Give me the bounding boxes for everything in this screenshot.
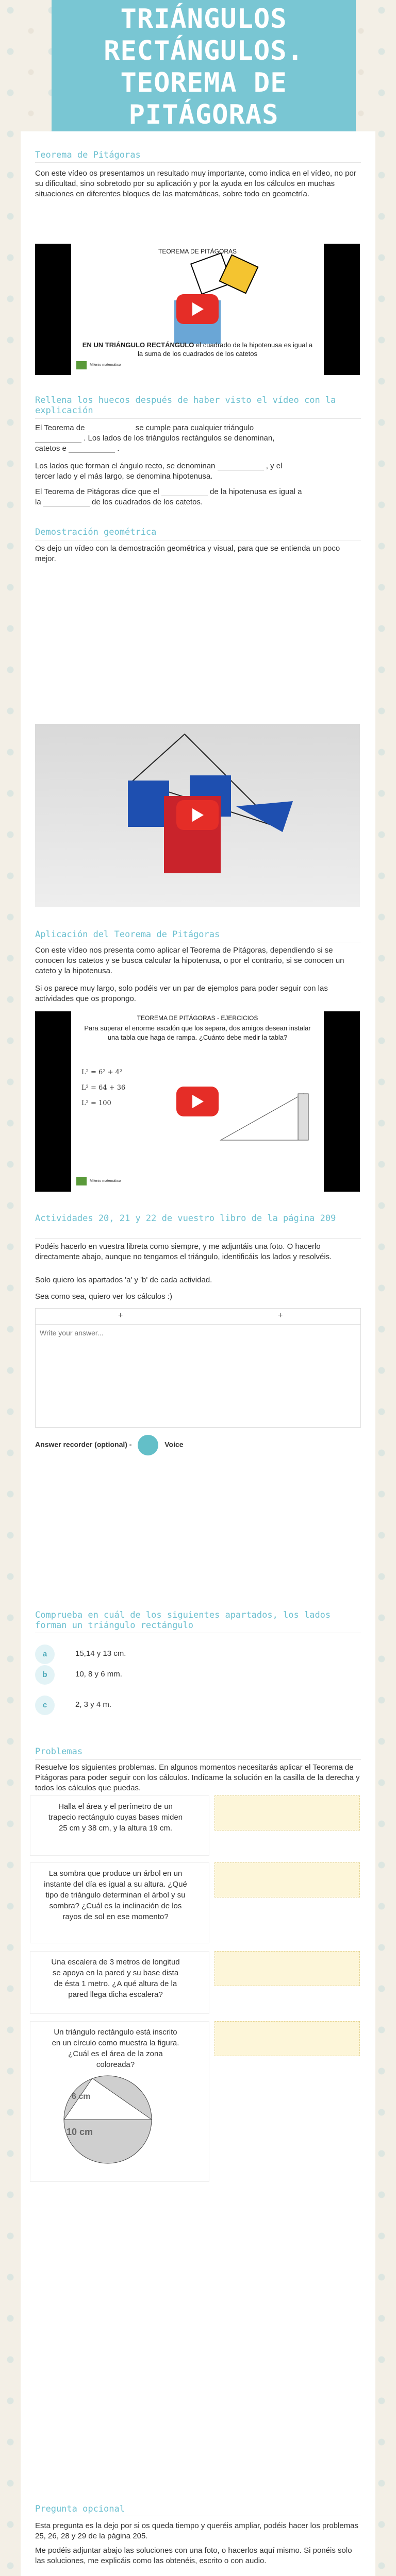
fill-text: catetos e — [35, 444, 67, 453]
video-player-teorema[interactable] — [35, 244, 360, 375]
opcional-text-2: Me podéis adjuntar abajo las soluciones con una foto, o hacerlos aquí mismo. Si ponéis solo las soluciones, me explicáis como las obtenéis, escrito o con audio. — [35, 2546, 352, 2565]
fill-text: de la hipotenusa es igual a — [210, 487, 302, 496]
fill-text: se cumple para cualquier triángulo — [135, 423, 254, 432]
equation: L² = 64 + 36 — [81, 1084, 126, 1092]
fill-text: El Teorema de Pitágoras dice que el — [35, 487, 159, 496]
page-header — [52, 0, 356, 131]
answer-field-3[interactable] — [214, 1951, 360, 1986]
blank-input[interactable] — [35, 435, 81, 443]
answer-recorder — [35, 1435, 184, 1455]
fill-blanks-3 — [35, 487, 360, 507]
problemas-intro: Resuelve los siguientes problemas. En algunos momentos necesitarás aplicar el Teorema de Pitágoras para poder seguir con los cálculos. Indícame la solución en la casilla de la derecha y todos los cálculos que puedas. — [35, 1763, 360, 1792]
divider — [35, 418, 361, 419]
option-c[interactable]: 2, 3 y 4 m. — [75, 1700, 112, 1709]
fill-blanks — [35, 423, 360, 454]
divider — [35, 162, 361, 163]
fill-text: El Teorema de — [35, 423, 85, 432]
video-player-demo[interactable] — [35, 724, 360, 907]
answer-input[interactable] — [36, 1325, 355, 1422]
answer-field-1[interactable] — [214, 1795, 360, 1831]
section-title-problemas: Problemas — [35, 1747, 83, 1757]
mic-icon[interactable] — [138, 1435, 158, 1455]
actividades-text-2: Solo quiero los apartados 'a' y 'b' de cada actividad. — [35, 1276, 212, 1284]
problem-card — [30, 1951, 209, 2014]
logo-icon — [76, 361, 87, 369]
video-caption-bold: EN UN TRIÁNGULO RECTÁNGULO — [82, 341, 194, 349]
actividades-text-3: Sea como sea, quiero ver los cálculos :) — [35, 1292, 172, 1301]
answer-toolbar — [36, 1309, 360, 1325]
section-title-opcional: Pregunta opcional — [35, 2504, 125, 2514]
blank-input[interactable] — [161, 488, 208, 496]
answer-box[interactable] — [35, 1308, 361, 1428]
blank-input[interactable] — [43, 499, 90, 506]
fill-blanks-2 — [35, 461, 360, 482]
video-logo: Milenio matemático — [90, 363, 121, 367]
video-title: TEOREMA DE PITÁGORAS - EJERCICIOS — [137, 1014, 258, 1022]
circle-figure — [51, 2071, 164, 2168]
option-a[interactable]: 15,14 y 13 cm. — [75, 1649, 126, 1658]
section-title-actividades: Actividades 20, 21 y 22 de vuestro libro de la página 209 — [35, 1213, 336, 1224]
intro-text: Con este vídeo os presentamos un resultado muy importante, como indica en el vídeo, no por su dificultad, sino sobretodo por su aplicación y por la ayuda en los cálculos en muchas situaciones en diferentes bloques de las matemáticas, sobre todo en geometría. — [35, 169, 356, 198]
square-icon — [219, 254, 258, 294]
add-col-icon[interactable]: + — [278, 1311, 283, 1320]
fill-text: tercer lado y el más largo, se denomina hipotenusa. — [35, 472, 213, 481]
fill-text: , y el — [266, 462, 283, 470]
aplicacion-text-2: Si os parece muy largo, solo podéis ver un par de ejemplos para poder seguir con las actividades que os propongo. — [35, 984, 328, 1003]
demo-text: Os dejo un vídeo con la demostración geométrica y visual, para que se entienda un poco mejor. — [35, 544, 340, 563]
page-title: TRIÁNGULOS RECTÁNGULOS. TEOREMA DE PITÁGORAS — [104, 4, 304, 130]
actividades-text: Podéis hacerlo en vuestra libreta como siempre, y me adjuntáis una foto. O hacerlo directamente abajo, aunque no tengamos el triángulo, identificáis los lados y resolvéis. — [35, 1242, 332, 1261]
problem-card — [30, 1795, 209, 1856]
problem-card — [30, 2021, 209, 2182]
divider — [35, 1238, 361, 1239]
blank-input[interactable] — [87, 425, 134, 432]
ramp-figure — [210, 1083, 314, 1150]
fill-text: de los cuadrados de los catetos. — [92, 498, 203, 506]
equations — [81, 1065, 125, 1111]
problem-card — [30, 1862, 209, 1943]
divider — [35, 1759, 361, 1760]
add-row-icon[interactable]: + — [118, 1311, 123, 1320]
fill-text: Los lados que forman el ángulo recto, se denominan — [35, 462, 216, 470]
option-a-badge[interactable]: a — [35, 1645, 55, 1664]
section-title-comprueba: Comprueba en cuál de los siguientes apartados, los lados forman un triángulo rectángulo — [35, 1610, 331, 1631]
play-icon[interactable] — [176, 294, 219, 324]
fill-text: la — [35, 498, 41, 506]
fill-text: . — [117, 444, 120, 453]
section-title-rellena: Rellena los huecos después de haber visto el vídeo con la explicación — [35, 395, 336, 416]
section-title-demostracion: Demostración geométrica — [35, 527, 157, 537]
equation: L² = 6² + 4² — [81, 1069, 123, 1076]
video-problem: Para superar el enorme escalón que los separa, dos amigos desean instalar una tabla que haga de rampa. ¿Cuánto debe medir la tabla? — [84, 1024, 311, 1041]
opcional-text: Esta pregunta es la dejo por si os queda tiempo y queréis ampliar, podéis hacer los problemas 25, 26, 28 y 29 de la página 205. — [35, 2521, 359, 2540]
option-b[interactable]: 10, 8 y 6 mm. — [75, 1670, 122, 1679]
video-player-ejercicios[interactable] — [35, 1011, 360, 1192]
recorder-label: Answer recorder (optional) - — [35, 1440, 132, 1449]
worksheet-card — [21, 131, 375, 2576]
blank-input[interactable] — [218, 463, 264, 470]
blank-input[interactable] — [69, 445, 115, 453]
video-caption: el cuadrado de la hipotenusa es igual a la suma de los cuadrados de los catetos — [138, 341, 313, 358]
equation: L² = 100 — [81, 1099, 111, 1107]
logo-icon — [76, 1177, 87, 1185]
play-icon[interactable] — [176, 800, 219, 830]
option-b-badge[interactable]: b — [35, 1665, 55, 1685]
problem-1: Halla el área y el perímetro de un trapecio rectángulo cuyas bases miden 25 cm y 38 cm, y la altura 19 cm. — [48, 1802, 183, 1833]
problem-2: La sombra que produce un árbol en un instante del día es igual a su altura. ¿Qué tipo de triángulo determinan el árbol y su sombra? ¿Cuál es la inclinación de los rayos de sol en ese momento? — [44, 1869, 187, 1921]
video-title: TEOREMA DE PITÁGORAS — [158, 248, 237, 255]
section-title-aplicacion: Aplicación del Teorema de Pitágoras — [35, 929, 220, 940]
problem-3: Una escalera de 3 metros de longitud se apoya en la pared y su base dista de ésta 1 metro. ¿A qué altura de la pared llega dicha escalera? — [51, 1958, 180, 1999]
option-c-badge[interactable]: c — [35, 1696, 55, 1715]
problem-4: Un triángulo rectángulo está inscrito en un círculo como muestra la figura. ¿Cuál es el área de la zona coloreada? — [52, 2028, 179, 2069]
fill-text: . Los lados de los triángulos rectángulos se denominan, — [84, 434, 275, 443]
aplicacion-text: Con este vídeo nos presenta como aplicar el Teorema de Pitágoras, dependiendo si se conocen los catetos y se busca calcular la hipotenusa, o por el contrario, si se conocen un cateto y la hipotenusa. — [35, 946, 344, 975]
section-title-teorema: Teorema de Pitágoras — [35, 150, 141, 160]
video-logo: Milenio matemático — [90, 1179, 121, 1183]
voice-label[interactable]: Voice — [164, 1440, 184, 1449]
answer-field-2[interactable] — [214, 1862, 360, 1897]
figure-label: 10 cm — [67, 2127, 93, 2137]
play-icon[interactable] — [176, 1087, 219, 1116]
answer-field-4[interactable] — [214, 2021, 360, 2056]
figure-label: 6 cm — [72, 2092, 91, 2101]
